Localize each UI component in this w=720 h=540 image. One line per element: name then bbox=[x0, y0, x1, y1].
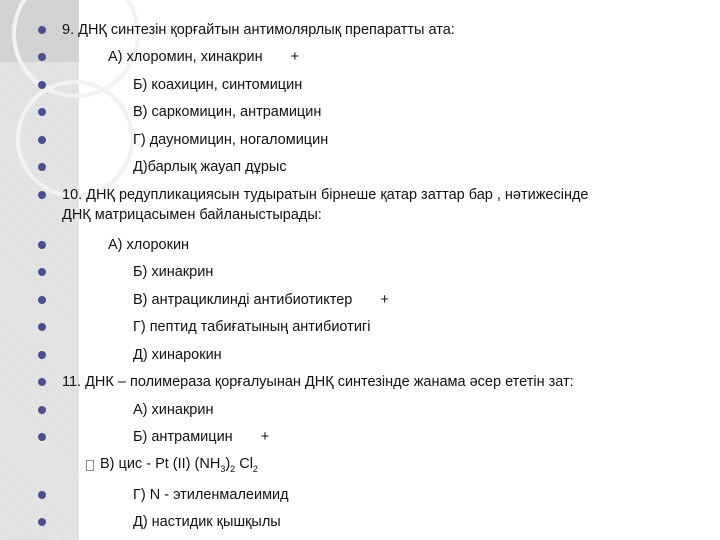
item-text: В) цис - Pt (II) $(NH_3)_2$ $Cl_2$ bbox=[100, 456, 258, 474]
bullet-icon bbox=[38, 323, 46, 331]
item-text: Д) хинарокин bbox=[133, 347, 222, 363]
bullet-icon bbox=[38, 81, 46, 89]
bullet-icon bbox=[38, 136, 46, 144]
item-text-continued: ДНҚ матрицасымен байланыстырады: bbox=[62, 207, 322, 223]
bullet-icon bbox=[38, 108, 46, 116]
bullet-icon bbox=[38, 268, 46, 276]
item-text: В) саркомицин, антрамицин bbox=[133, 104, 322, 120]
item-text: Г) N - этиленмалеимид bbox=[133, 487, 289, 503]
item-text: Б) антрамицин + bbox=[133, 429, 270, 445]
bullet-icon bbox=[38, 163, 46, 171]
correct-answer-mark: + bbox=[260, 429, 270, 445]
bullet-icon bbox=[38, 296, 46, 304]
item-text: А) хлоромин, хинакрин + bbox=[108, 49, 300, 65]
bullet-icon bbox=[38, 378, 46, 386]
bullet-icon bbox=[38, 191, 46, 199]
item-text: Б) хинакрин bbox=[133, 264, 214, 280]
bullet-icon bbox=[38, 491, 46, 499]
item-text: Д) настидик қышқылы bbox=[133, 514, 281, 530]
bullet-icon bbox=[38, 53, 46, 61]
bullet-icon bbox=[38, 406, 46, 414]
item-text: Г) дауномицин, ногаломицин bbox=[133, 132, 329, 148]
bullet-icon bbox=[86, 460, 94, 471]
bullet-icon bbox=[38, 518, 46, 526]
item-text: 9. ДНҚ синтезін қорғайтын антимолярлық препаратты ата: bbox=[62, 22, 455, 38]
bullet-icon bbox=[38, 433, 46, 441]
bullet-icon bbox=[38, 241, 46, 249]
item-text: 11. ДНК – полимераза қорғалуынан ДНҚ синтезінде жанама әсер ететін зат: bbox=[62, 374, 574, 390]
bullet-icon bbox=[38, 351, 46, 359]
correct-answer-mark: + bbox=[380, 292, 389, 308]
item-text: Б) коахицин, синтомицин bbox=[133, 77, 303, 93]
item-text: А) хлорокин bbox=[108, 237, 190, 253]
item-text: В) антрациклинді антибиотиктер + bbox=[133, 292, 389, 308]
item-text: Г) пептид табиғатының антибиотигі bbox=[133, 319, 371, 335]
correct-answer-mark: + bbox=[290, 49, 300, 65]
item-text: Д)барлық жауап дұрыс bbox=[133, 159, 287, 175]
item-text: А) хинакрин bbox=[133, 402, 214, 418]
bullet-icon bbox=[38, 26, 46, 34]
item-text: 10. ДНҚ редупликациясын тудыратын бірнеше қатар заттар бар , нәтижесінде ДНҚ матрицасымен байланыстырады: bbox=[62, 187, 589, 223]
